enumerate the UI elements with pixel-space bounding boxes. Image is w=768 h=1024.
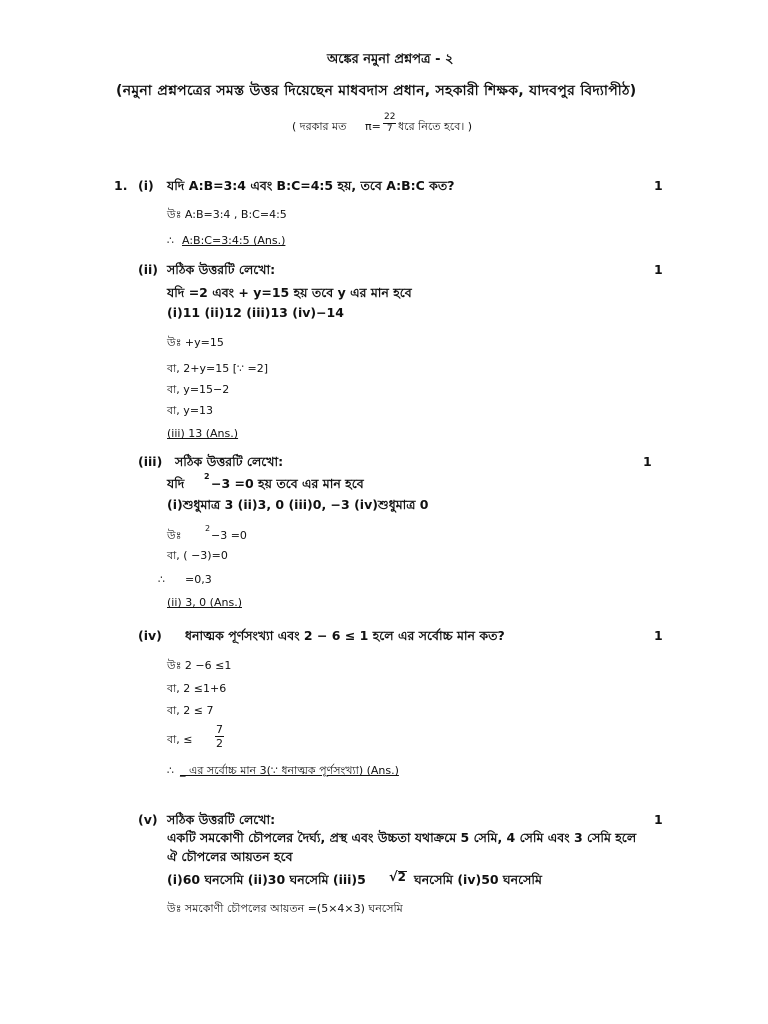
question-heading: সঠিক উত্তরটি লেখো: [167, 262, 276, 277]
answer-fraction-denominator: 2 [216, 737, 223, 750]
pi-symbol: π= [365, 120, 381, 133]
answer-line: বা, 2 ≤ 7 [167, 704, 214, 717]
therefore-symbol: ∴ [158, 573, 165, 586]
answer-line: উঃ 2 −6 ≤1 [167, 659, 232, 672]
pi-fraction-numerator: 22 [384, 112, 396, 122]
question-marks: 1 [654, 812, 663, 827]
superscript-exponent: 2 [204, 472, 210, 481]
answer-line: বা, y=13 [167, 404, 214, 417]
question-marks: 1 [654, 178, 663, 193]
answer-final: _ এর সর্বোচ্চ মান 3(∵ ধনাত্মক পূর্ণসংখ্যা) (Ans.) [180, 764, 399, 777]
question-options: (i)শুধুমাত্র 3 (ii)3, 0 (iii)0, −3 (iv)শুধুমাত্র 0 [167, 497, 429, 512]
answer-line: =0,3 [185, 573, 212, 586]
question-text: যদি A:B=3:4 এবং B:C=4:5 হয়, তবে A:B:C কত? [167, 178, 455, 193]
answer-final: (iii) 13 (Ans.) [167, 427, 239, 440]
pi-fraction-denominator: 7 [386, 124, 393, 134]
answer-final: A:B:C=3:4:5 (Ans.) [182, 234, 286, 247]
pi-fraction [383, 113, 396, 134]
question-marks: 1 [654, 262, 663, 277]
question-marks: 1 [654, 628, 663, 643]
therefore-symbol: ∴ [167, 764, 174, 777]
answer-line: বা, ( −3)=0 [167, 549, 228, 562]
radical-sign: √ [389, 870, 398, 885]
question-text: একটি সমকোণী চৌপলের দৈর্ঘ্য, প্রস্থ এবং উচ্চতা যথাক্রমে 5 সেমি, 4 সেমি এবং 3 সেমি হলে [167, 830, 637, 845]
question-text-end: −3 =0 হয় তবে এর মান হবে [211, 476, 364, 491]
answer-fraction [215, 724, 224, 749]
question-options-start: (i)60 ঘনসেমি (ii)30 ঘনসেমি (iii)5 [167, 872, 366, 887]
answer-line: বা, 2+y=15 [∵ =2] [167, 362, 269, 375]
answer-final: (ii) 3, 0 (Ans.) [167, 596, 242, 609]
question-label: (ii) [138, 262, 158, 277]
pi-note-suffix: ধরে নিতে হবে। ) [398, 120, 473, 133]
question-text: ধনাত্মক পূর্ণসংখ্যা এবং 2 − 6 ≤ 1 হলে এর সর্বোচ্চ মান কত? [185, 628, 505, 643]
page-subtitle: (নমুনা প্রশ্নপত্রের সমস্ত উত্তর দিয়েছেন মাধবদাস প্রধান, সহকারী শিক্ষক, যাদবপুর বিদ্যাপীঠ) [116, 83, 637, 99]
answer-line: বা, ≤ [167, 733, 193, 746]
question-label: (iv) [138, 628, 162, 643]
page-title: অঙ্কের নমুনা প্রশ্নপত্র - ২ [327, 52, 454, 67]
question-options-end: ঘনসেমি (iv)50 ঘনসেমি [414, 872, 542, 887]
question-label: (i) [138, 178, 154, 193]
radical-argument: 2 [397, 870, 407, 884]
question-text: যদি =2 এবং + y=15 হয় তবে y এর মান হবে [167, 285, 412, 300]
question-label: (iii) [138, 454, 163, 469]
question-text-start: যদি [167, 476, 185, 491]
question-marks: 1 [643, 454, 652, 469]
pi-note-prefix: ( দরকার মত [292, 120, 347, 133]
answer-line-start: উঃ [167, 529, 182, 542]
question-number: 1. [114, 178, 128, 193]
answer-line-end: −3 =0 [211, 529, 247, 542]
answer-line: বা, 2 ≤1+6 [167, 682, 227, 695]
therefore-symbol: ∴ [167, 234, 174, 247]
answer-line: বা, y=15−2 [167, 383, 230, 396]
answer-line: উঃ সমকোণী চৌপলের আয়তন =(5×4×3) ঘনসেমি [167, 902, 403, 915]
superscript-exponent: 2 [205, 524, 211, 533]
question-text: ঐ চৌপলের আয়তন হবে [167, 849, 293, 864]
question-heading: সঠিক উত্তরটি লেখো: [167, 812, 276, 827]
question-heading: সঠিক উত্তরটি লেখো: [175, 454, 284, 469]
question-options: (i)11 (ii)12 (iii)13 (iv)−14 [167, 305, 344, 320]
square-root-symbol [389, 871, 406, 884]
answer-line: উঃ +y=15 [167, 336, 224, 349]
radical-bar [398, 871, 407, 872]
question-label: (v) [138, 812, 158, 827]
answer-fraction-numerator: 7 [216, 723, 223, 736]
answer-line: উঃ A:B=3:4 , B:C=4:5 [167, 208, 287, 221]
